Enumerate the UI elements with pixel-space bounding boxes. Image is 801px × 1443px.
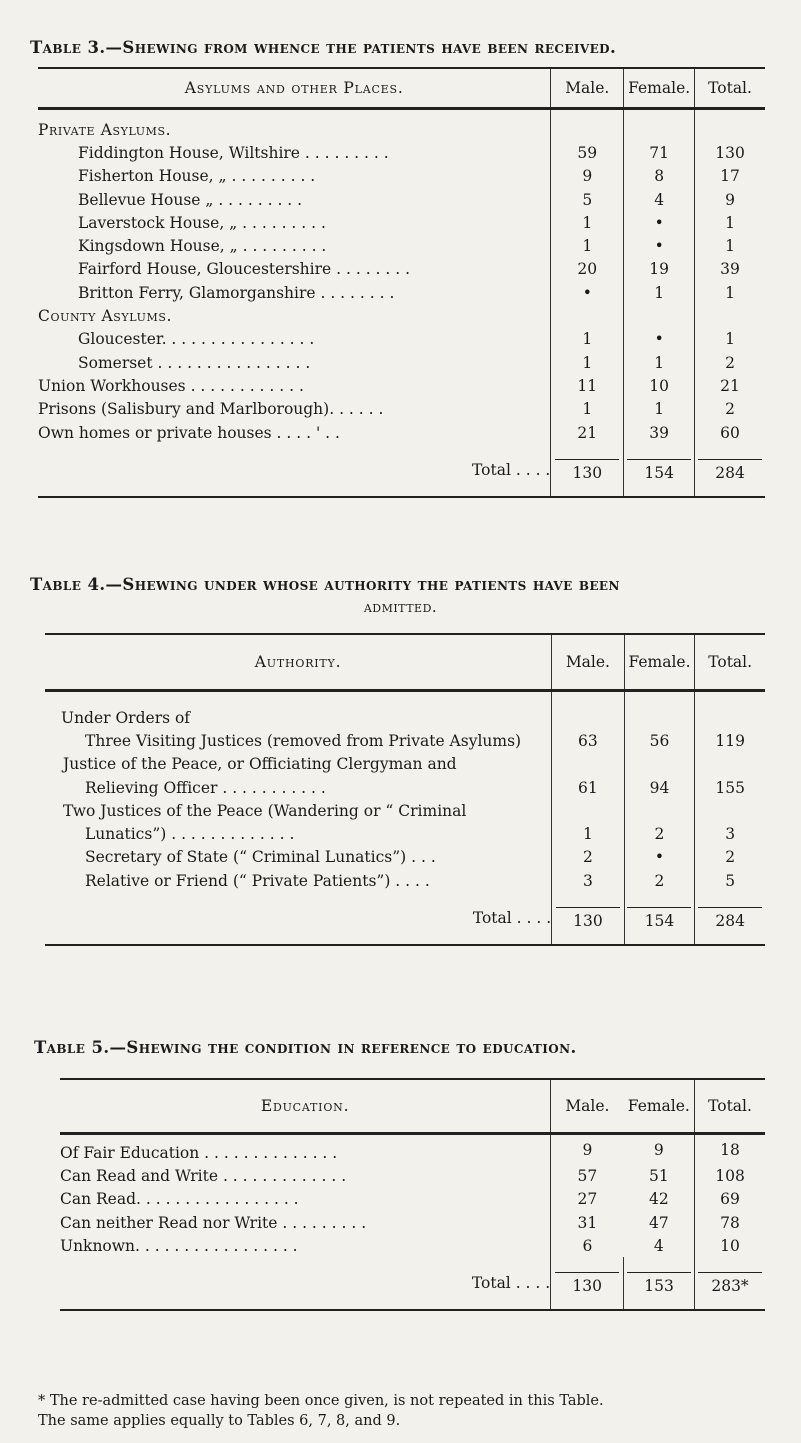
table3-row-female: 39	[624, 421, 695, 444]
table5-row-total: 78	[695, 1211, 765, 1234]
table4-row	[45, 869, 765, 892]
table5-title: Table 5.—Shewing the condition in reference to education.	[34, 1038, 577, 1057]
table3-row-male: 1	[551, 211, 624, 234]
table3-row-label: Fairford House, Gloucestershire . . . . . . . .	[78, 260, 411, 279]
table3-row-male: 9	[551, 165, 624, 188]
table3-row	[38, 281, 765, 304]
table5-row-label: Can Read. . . . . . . . . . . . . . . . .	[60, 1190, 299, 1209]
table3-row-label-rest: . . . . ' . .	[271, 423, 340, 442]
table5-row-female: 4	[653, 1236, 664, 1255]
table3-row-total: 17	[695, 165, 765, 188]
table3-header-male: Male.	[551, 68, 624, 109]
table4-row-label: Relieving Officer . . . . . . . . . . .	[85, 778, 326, 797]
table4-title-line2: admitted.	[363, 598, 438, 616]
table3-row-total: 21	[695, 374, 765, 397]
table3-row	[38, 398, 765, 421]
table3-row-total: 1	[695, 328, 765, 351]
table3-row	[38, 328, 765, 351]
table3-row-total: 1	[695, 234, 765, 257]
table3-row-label	[38, 374, 551, 397]
table4-row-total: 155	[695, 776, 765, 799]
table3-row-total: 9	[695, 188, 765, 211]
table4-row-male: 61	[552, 776, 625, 799]
table4-row-label-line1: Justice of the Peace, or Officiating Clergyman and	[63, 755, 457, 774]
table5-row-total: 18	[695, 1134, 765, 1165]
table4-total-female: 154	[627, 907, 691, 930]
table3-row-label-caps: Own homes or private houses	[38, 423, 272, 442]
table3-row-label: Gloucester. . . . . . . . . . . . . . . .	[78, 330, 315, 349]
table3-row-label-rest: (Salisbury and Marlborough). . . . . .	[96, 400, 384, 419]
table3-row	[38, 374, 765, 397]
table4-row-female: 2	[624, 822, 695, 845]
table5-row-female: 47	[648, 1213, 669, 1232]
table3-row-female: 4	[624, 188, 695, 211]
table3-row-female: •	[624, 211, 695, 234]
table3-total-male: 130	[555, 459, 619, 482]
table3	[38, 67, 765, 498]
table5-row-male: 31	[551, 1211, 624, 1234]
table4-row	[45, 729, 765, 752]
table3-row-male: 5	[551, 188, 624, 211]
table3-row-total: 39	[695, 258, 765, 281]
footnote-line2: The same applies equally to Tables 6, 7, 8, and 9.	[38, 1413, 401, 1429]
table5-header-total: Total.	[695, 1079, 765, 1134]
table3-row	[38, 188, 765, 211]
table5-row-total: 10	[695, 1234, 765, 1257]
table4-row-male: 3	[552, 869, 625, 892]
table4-total-label: Total . . . .	[472, 909, 552, 928]
table5-total-female: 153	[627, 1272, 691, 1295]
table5-row-label: Can neither Read nor Write . . . . . . . . .	[60, 1213, 367, 1232]
table4-row-line1	[45, 753, 765, 776]
table4-row-male: 63	[552, 729, 625, 752]
table5-row	[60, 1188, 765, 1211]
table4	[45, 633, 765, 946]
table4-under-orders: Under Orders of	[61, 708, 191, 727]
table5-row-male: 6	[551, 1234, 624, 1257]
table4-row-female: 94	[624, 776, 695, 799]
footnote-line1: * The re-admitted case having been once given, is not repeated in this Table.	[38, 1393, 604, 1409]
table3-row-label: Laverstock House, „ . . . . . . . . .	[78, 213, 326, 232]
table4-row-male: 1	[552, 822, 625, 845]
table5-row	[60, 1164, 765, 1187]
table5	[60, 1078, 765, 1311]
table3-row-total: 2	[695, 398, 765, 421]
table3-row-female: 1	[624, 398, 695, 421]
table3-row	[38, 421, 765, 444]
table3-row-label: Fisherton House, „ . . . . . . . . .	[78, 167, 316, 186]
table3-title: Table 3.—Shewing from whence the patients have been received.	[30, 38, 617, 57]
table3-row-label	[38, 398, 551, 421]
table3-row-female: 1	[624, 281, 695, 304]
table3-total-total: 284	[698, 459, 762, 482]
table3-row	[38, 211, 765, 234]
table3-header-place: Asylums and other Places.	[38, 68, 551, 109]
table5-total-male: 130	[555, 1272, 619, 1295]
table3-row-female: 8	[624, 165, 695, 188]
table3-row-label: Somerset . . . . . . . . . . . . . . . .	[78, 353, 311, 372]
table4-row	[45, 822, 765, 845]
table3-row	[38, 141, 765, 164]
table5-header-female: Female.	[624, 1079, 695, 1134]
table5-row-label: Of Fair Education . . . . . . . . . . . . . .	[60, 1143, 338, 1162]
table3-row	[38, 165, 765, 188]
table3-row-male: 21	[551, 421, 624, 444]
table4-row	[45, 776, 765, 799]
table4-row-total: 5	[695, 869, 765, 892]
table5-row-female: 9	[653, 1140, 664, 1159]
table4-total-male: 130	[556, 907, 620, 930]
table5-total-total: 283*	[698, 1272, 762, 1295]
table5-row-female: 51	[648, 1166, 669, 1185]
table5-row	[60, 1211, 765, 1234]
table4-row-label: Three Visiting Justices (removed from Private Asylums)	[85, 731, 522, 750]
table5-total-row	[60, 1257, 765, 1310]
table5-row-label: Unknown. . . . . . . . . . . . . . . . .	[60, 1236, 298, 1255]
table4-row-label-line1: Two Justices of the Peace (Wandering or “ Criminal	[63, 801, 467, 820]
table4-row-line1	[45, 799, 765, 822]
table3-row-male: 1	[551, 328, 624, 351]
table3-section-county: County Asylums.	[38, 307, 172, 326]
table3-header-total: Total.	[695, 68, 765, 109]
table4-header-authority: Authority.	[45, 634, 552, 691]
table3-row-female: 10	[624, 374, 695, 397]
table4-row-label: Lunatics”) . . . . . . . . . . . . .	[85, 825, 295, 844]
table4-title: Table 4.—Shewing under whose authority the patients have been	[30, 575, 620, 594]
table3-row-male: 1	[551, 398, 624, 421]
table3-row-label: Britton Ferry, Glamorganshire . . . . . . . .	[78, 283, 395, 302]
table4-header-total: Total.	[695, 634, 765, 691]
table3-row-male: 59	[551, 141, 624, 164]
table3-row-label-caps: Union Workhouses	[38, 376, 186, 395]
table3-row-male: 1	[551, 234, 624, 257]
table4-row-total: 2	[695, 846, 765, 869]
table3-total-row	[38, 444, 765, 497]
table3-total-label: Total . . . .	[472, 461, 551, 480]
table3-row-female: •	[624, 234, 695, 257]
table4-header-female: Female.	[624, 634, 695, 691]
table3-row-label	[38, 421, 551, 444]
table3-row-label-rest: . . . . . . . . . . . .	[185, 376, 304, 395]
table3-row-label: Bellevue House „ . . . . . . . . .	[78, 190, 303, 209]
table3-row-total: 1	[695, 211, 765, 234]
table3-row-total: 60	[695, 421, 765, 444]
table4-total-row	[45, 892, 765, 945]
table3-row-label-caps: Prisons	[38, 400, 97, 419]
table3-row-male: 20	[551, 258, 624, 281]
table4-row-total: 3	[695, 822, 765, 845]
table3-row	[38, 351, 765, 374]
table3-total-female: 154	[627, 459, 691, 482]
table5-total-label: Total . . . .	[471, 1274, 551, 1293]
table5-row	[60, 1234, 765, 1257]
table3-row-total: 130	[695, 141, 765, 164]
table5-row-total: 108	[695, 1164, 765, 1187]
table3-row	[38, 234, 765, 257]
table5-header-male: Male.	[551, 1079, 624, 1134]
table3-row-male: •	[551, 281, 624, 304]
table4-row-label: Relative or Friend (“ Private Patients”) . . . .	[85, 871, 430, 890]
table4-row-label: Secretary of State (“ Criminal Lunatics”) . . .	[85, 848, 436, 867]
table4-row-male: 2	[552, 846, 625, 869]
table5-row-male: 57	[551, 1164, 624, 1187]
table4-row-female: 56	[624, 729, 695, 752]
table3-section-private: Private Asylums.	[38, 120, 172, 139]
table3-row-female: •	[624, 328, 695, 351]
table5-row-label: Can Read and Write . . . . . . . . . . . . .	[60, 1166, 347, 1185]
table5-row-total: 69	[695, 1188, 765, 1211]
table4-row-female: 2	[624, 869, 695, 892]
table5-header-education: Education.	[60, 1079, 551, 1134]
table4-row-total: 119	[695, 729, 765, 752]
table3-row-total: 1	[695, 281, 765, 304]
table3-row-male: 11	[551, 374, 624, 397]
table5-row-male: 27	[551, 1188, 624, 1211]
table3-row-male: 1	[551, 351, 624, 374]
table3-row-total: 2	[695, 351, 765, 374]
table4-total-total: 284	[698, 907, 762, 930]
table4-row-female: •	[624, 846, 695, 869]
table3-row	[38, 258, 765, 281]
table3-row-label: Kingsdown House, „ . . . . . . . . .	[78, 237, 327, 256]
table3-row-female: 19	[624, 258, 695, 281]
table3-row-label: Fiddington House, Wiltshire . . . . . . . . .	[78, 143, 389, 162]
table4-row	[45, 846, 765, 869]
table3-row-female: 71	[624, 141, 695, 164]
table3-header-female: Female.	[624, 68, 695, 109]
table3-row-female: 1	[624, 351, 695, 374]
table5-row-female: 42	[648, 1190, 669, 1209]
table5-row-male: 9	[551, 1134, 624, 1165]
table5-row	[60, 1134, 765, 1165]
table4-header-male: Male.	[552, 634, 625, 691]
